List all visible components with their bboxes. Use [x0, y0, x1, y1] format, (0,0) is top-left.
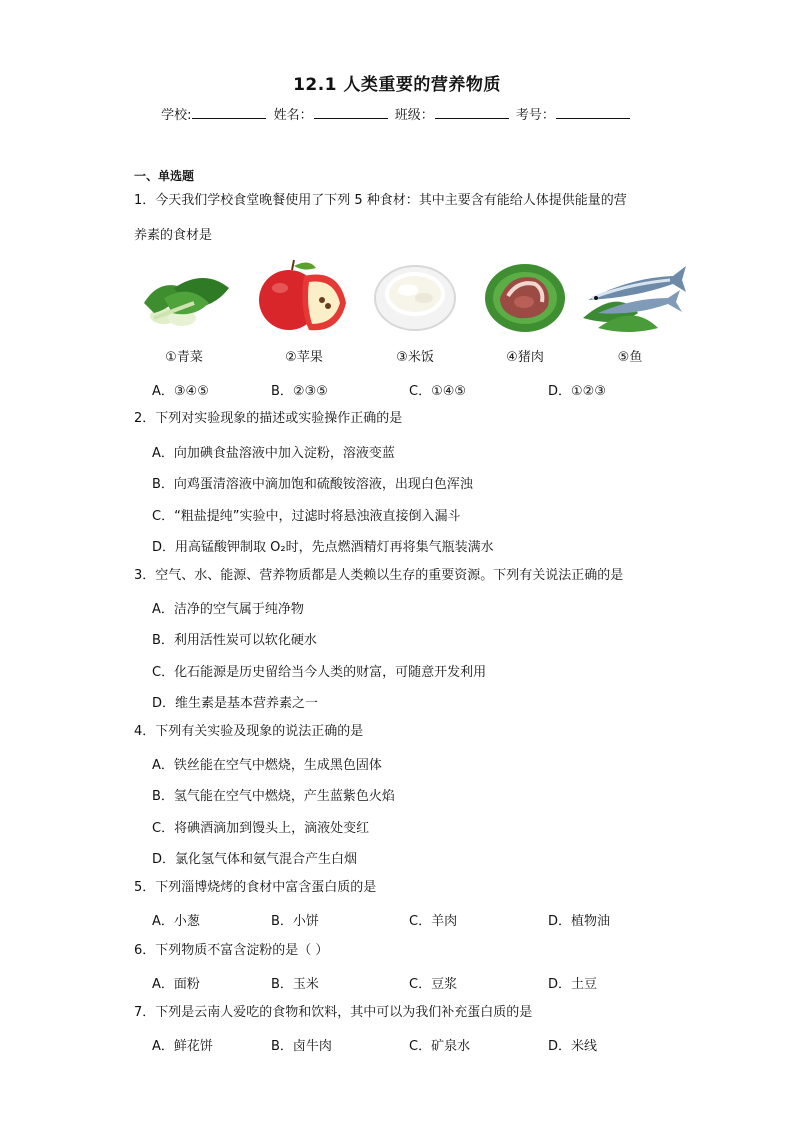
question-1-option-a[interactable]: A．③④⑤ [152, 384, 209, 399]
question-6-stem: 6．下列物质不富含淀粉的是（ ） [134, 943, 329, 958]
name-label: 姓名： [273, 108, 313, 123]
food-label-5: ⑤鱼 [617, 350, 643, 365]
question-1-stem-line2: 养素的食材是 [134, 228, 213, 243]
class-label: 班级： [394, 108, 434, 123]
question-6-option-c[interactable]: C．豆浆 [409, 977, 458, 992]
question-6-option-b[interactable]: B．玉米 [271, 977, 319, 992]
question-2-stem: 2．下列对实验现象的描述或实验操作正确的是 [134, 411, 403, 426]
question-4-stem: 4．下列有关实验及现象的说法正确的是 [134, 724, 364, 739]
food-label-3: ③米饭 [396, 350, 434, 365]
question-4-option-c[interactable]: C．将碘酒滴加到馒头上，滴液处变红 [152, 821, 370, 836]
bok-choy-image [134, 258, 234, 342]
question-6-option-d[interactable]: D．土豆 [548, 977, 598, 992]
fish-image [578, 258, 688, 342]
question-3-option-b[interactable]: B．利用活性炭可以软化硬水 [152, 633, 317, 648]
question-4-option-d[interactable]: D．氯化氢气体和氨气混合产生白烟 [152, 852, 358, 867]
school-label: 学校: [161, 108, 192, 123]
question-5-stem: 5．下列淄博烧烤的食材中富含蛋白质的是 [134, 880, 377, 895]
question-2-option-c[interactable]: C．“粗盐提纯”实验中，过滤时将悬浊液直接倒入漏斗 [152, 509, 461, 524]
question-7-option-b[interactable]: B．卤牛肉 [271, 1039, 332, 1054]
question-5-option-a[interactable]: A．小葱 [152, 914, 200, 929]
food-label-4: ④猪肉 [506, 350, 544, 365]
question-3-option-a[interactable]: A．洁净的空气属于纯净物 [152, 602, 304, 617]
question-5-option-c[interactable]: C．羊肉 [409, 914, 458, 929]
food-label-1: ①青菜 [165, 350, 203, 365]
question-1-option-c[interactable]: C．①④⑤ [409, 384, 467, 399]
question-2-option-d[interactable]: D．用高锰酸钾制取 O₂时，先点燃酒精灯再将集气瓶装满水 [152, 540, 494, 555]
question-7-option-a[interactable]: A．鲜花饼 [152, 1039, 213, 1054]
question-1-option-d[interactable]: D．①②③ [548, 384, 606, 399]
question-1-stem-line1: 1．今天我们学校食堂晚餐使用了下列 5 种食材：其中主要含有能给人体提供能量的营 [134, 193, 627, 208]
question-5-option-d[interactable]: D．植物油 [548, 914, 611, 929]
name-blank[interactable] [314, 106, 388, 119]
page-title: 12.1 人类重要的营养物质 [293, 75, 501, 95]
apple-image [254, 258, 354, 342]
student-info-row [0, 104, 794, 123]
question-3-stem: 3．空气、水、能源、营养物质都是人类赖以生存的重要资源。下列有关说法正确的是 [134, 568, 624, 583]
exam-number-label: 考号： [515, 108, 555, 123]
question-7-option-d[interactable]: D．米线 [548, 1039, 598, 1054]
question-3-option-c[interactable]: C．化石能源是历史留给当今人类的财富，可随意开发利用 [152, 665, 487, 680]
rice-bowl-image [370, 258, 460, 342]
question-1-option-b[interactable]: B．②③⑤ [271, 384, 328, 399]
question-2-option-a[interactable]: A．向加碘食盐溶液中加入淀粉，溶液变蓝 [152, 446, 395, 461]
class-blank[interactable] [435, 106, 509, 119]
exam-number-blank[interactable] [556, 106, 630, 119]
food-label-2: ②苹果 [285, 350, 323, 365]
section-title: 一、单选题 [134, 169, 195, 183]
question-6-option-a[interactable]: A．面粉 [152, 977, 200, 992]
question-4-option-b[interactable]: B．氢气能在空气中燃烧，产生蓝紫色火焰 [152, 789, 395, 804]
question-3-option-d[interactable]: D．维生素是基本营养素之一 [152, 696, 319, 711]
pork-image [480, 258, 570, 342]
question-7-stem: 7．下列是云南人爱吃的食物和饮料，其中可以为我们补充蛋白质的是 [134, 1005, 533, 1020]
question-2-option-b[interactable]: B．向鸡蛋清溶液中滴加饱和硫酸铵溶液，出现白色浑浊 [152, 477, 473, 492]
question-7-option-c[interactable]: C．矿泉水 [409, 1039, 471, 1054]
question-4-option-a[interactable]: A．铁丝能在空气中燃烧，生成黑色固体 [152, 758, 382, 773]
question-5-option-b[interactable]: B．小饼 [271, 914, 319, 929]
school-blank[interactable] [192, 106, 266, 119]
